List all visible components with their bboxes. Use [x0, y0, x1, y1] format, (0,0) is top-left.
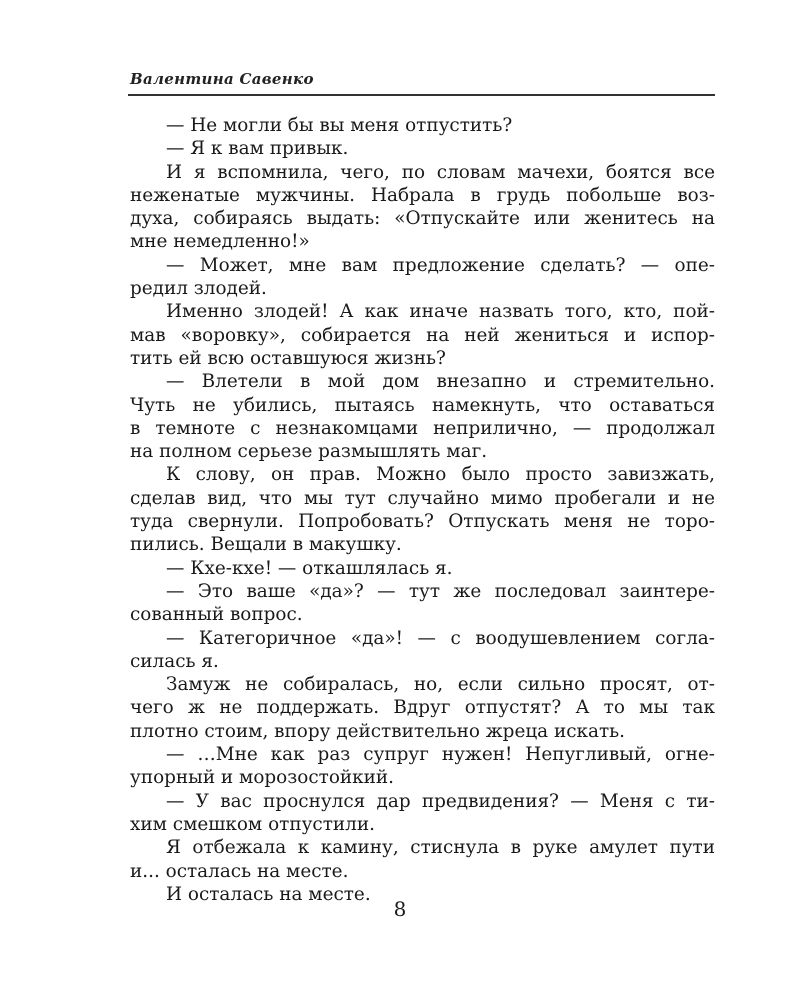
text-line: — Кхе-кхе! — откашлялась я.: [166, 557, 453, 579]
text-line: сделав вид, что мы тут случайно мимо пробегали и не: [130, 487, 715, 509]
text-line: хим смешком отпустили.: [130, 813, 375, 835]
text-line: туда свернули. Попробовать? Отпускать меня не торо-: [130, 511, 715, 533]
text-line: пились. Вещали в макушку.: [130, 534, 402, 556]
text-line: чего ж не поддержать. Вдруг отпустят? А то мы так: [130, 697, 715, 719]
text-line: неженатые мужчины. Набрала в грудь побольше воз-: [130, 184, 715, 206]
text-line: духа, собираясь выдать: «Отпускайте или женитесь на: [130, 208, 715, 230]
text-line: К слову, он прав. Можно было просто завизжать,: [166, 464, 715, 486]
text-line: силась я.: [130, 650, 219, 672]
page-number: 8: [393, 897, 407, 921]
text-line: И я вспомнила, чего, по словам мачехи, боятся все: [166, 161, 715, 183]
text-line: в темноте с незнакомцами неприлично, — продолжал: [130, 417, 715, 439]
text-line: мав «воровку», собирается на ней жениться и испор-: [130, 324, 715, 346]
text-line: — Категоричное «да»! — с воодушевлением согла-: [166, 627, 715, 649]
text-line: мне немедленно!»: [130, 231, 310, 253]
text-line: — Это ваше «да»? — тут же последовал заинтере-: [166, 580, 715, 602]
text-line: плотно стоим, впору действительно жреца искать.: [130, 720, 626, 742]
text-line: — Может, мне вам предложение сделать? — опе-: [166, 254, 715, 276]
text-line: тить ей всю оставшуюся жизнь?: [130, 347, 446, 369]
text-line: — У вас проснулся дар предвидения? — Меня с ти-: [166, 790, 715, 812]
text-line: Чуть не убились, пытаясь намекнуть, что оставаться: [130, 394, 715, 416]
text-line: сованный вопрос.: [130, 604, 303, 626]
running-head-author: Валентина Савенко: [130, 70, 314, 88]
text-line: — Я к вам привык.: [166, 138, 349, 160]
text-line: на полном серьезе размышлять маг.: [130, 441, 488, 463]
text-line: — …Мне как раз супруг нужен! Непугливый, огне-: [166, 744, 715, 766]
text-line: Я отбежала к камину, стиснула в руке амулет пути: [166, 837, 715, 859]
text-line: — Влетели в мой дом внезапно и стремительно.: [166, 371, 715, 393]
header-rule: [128, 94, 715, 96]
text-line: упорный и морозостойкий.: [130, 767, 395, 789]
text-line: — Не могли бы вы меня отпустить?: [166, 115, 513, 136]
text-line: И осталась на месте.: [166, 883, 371, 905]
text-line: Замуж не собиралась, но, если сильно просят, от-: [166, 674, 715, 696]
text-line: редил злодей.: [130, 278, 267, 300]
body-text: [130, 114, 715, 906]
text-line: Именно злодей! А как иначе назвать того, кто, пой-: [166, 301, 715, 323]
text-line: и... осталась на месте.: [130, 860, 349, 882]
